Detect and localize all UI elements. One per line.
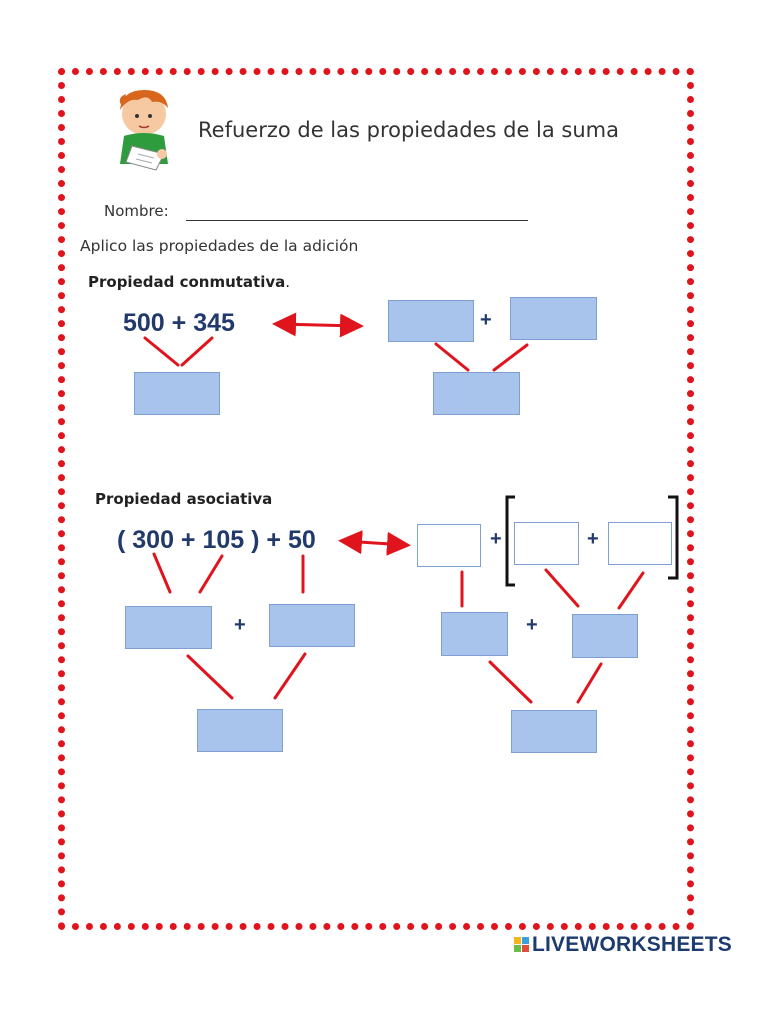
double-arrow-icon bbox=[344, 541, 405, 545]
liveworksheets-logo-text: LIVEWORKSHEETS bbox=[532, 933, 732, 956]
asociativa-expression: ( 300 + 105 ) + 50 bbox=[117, 526, 316, 554]
conmutativa-heading: Propiedad conmutativa. bbox=[88, 273, 291, 291]
plus-sign: + bbox=[490, 528, 502, 550]
left-bracket-icon bbox=[507, 497, 515, 585]
instructions: Aplico las propiedades de la adición bbox=[80, 237, 359, 255]
plus-sign: + bbox=[526, 614, 538, 636]
asociativa-heading: Propiedad asociativa bbox=[95, 490, 273, 508]
plus-sign: + bbox=[480, 309, 492, 331]
conmutativa-expression: 500 + 345 bbox=[123, 309, 235, 337]
plus-sign: + bbox=[234, 614, 246, 636]
right-bracket-icon bbox=[668, 497, 677, 578]
double-arrow-icon bbox=[278, 324, 358, 326]
plus-sign: + bbox=[587, 528, 599, 550]
liveworksheets-logo-icon bbox=[514, 937, 529, 952]
page-title: Refuerzo de las propiedades de la suma bbox=[198, 118, 619, 142]
nombre-label: Nombre: bbox=[104, 202, 169, 220]
